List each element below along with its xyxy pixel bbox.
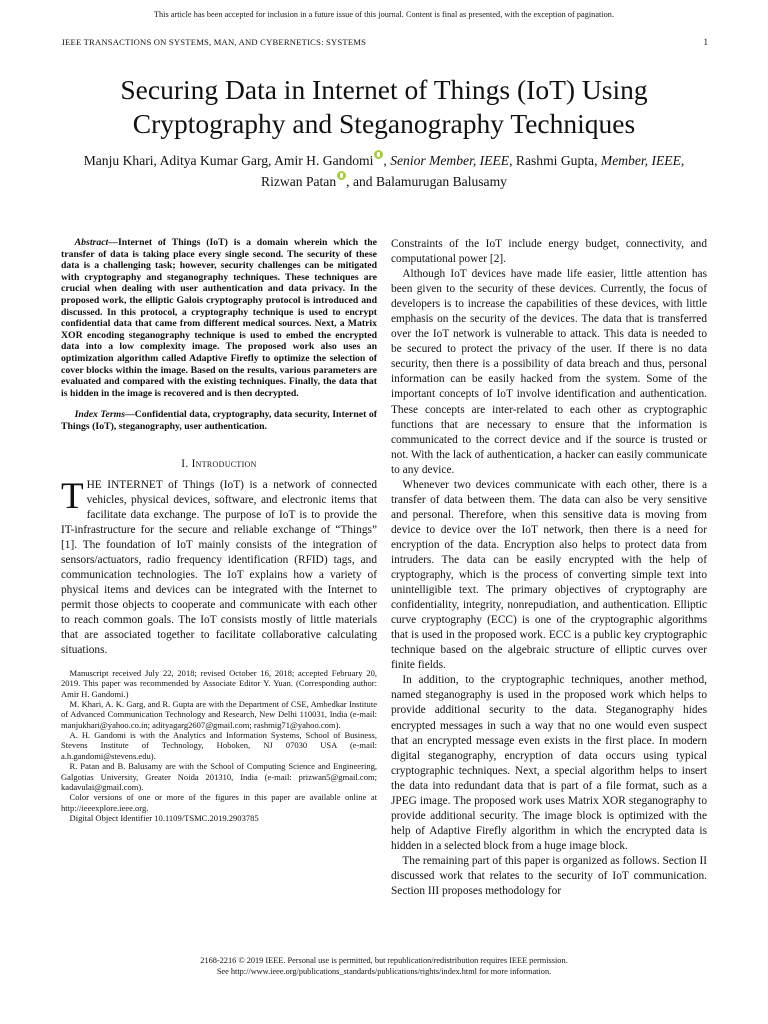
orcid-icon[interactable] <box>337 171 346 180</box>
index-terms-text: —Confidential data, cryptography, data security, Internet of Things (IoT), steganography, user authentication. <box>61 409 377 432</box>
rights-link[interactable]: See http://www.ieee.org/publications_standards/publications/rights/index.html for more information. <box>216 967 552 976</box>
right-column <box>391 237 707 899</box>
footnote-affiliation: R. Patan and B. Balusamy are with the School of Computing Science and Engineering, Galgotias University, Greater Noida 201310, India (e-mail: prizwan5@gmail.com; kadavulai@gmail.com). <box>61 761 377 792</box>
orcid-icon[interactable] <box>374 150 383 159</box>
body-paragraph: Whenever two devices communicate with each other, there is a transfer of data between them. The data can also be very sensitive and personal. Therefore, when this sensitive data is moving from device to device over the IoT network, then there is a need for encryption of the data. Encryption also helps to protect data from intruders. The data can be easily encrypted with the help of cryptography, which is the process of converting simple text into unintelligible text. The primary objectives of cryptography are confidentiality, integrity, nonrepudiation, and authentication. Elliptic curve cryptography (ECC) is one of the cryptographic algorithms that is used in the proposed work. ECC is a public key cryptographic technique based on the algebraic structure of elliptic curves over finite fields. <box>391 478 707 672</box>
footnote-manuscript: Manuscript received July 22, 2018; revised October 16, 2018; accepted February 20, 2019. This paper was recommended by Associate Editor Y. Yuan. (Corresponding author: Amir H. Gandomi.) <box>61 668 377 699</box>
paper-title <box>40 73 728 141</box>
intro-paragraph <box>61 475 377 659</box>
author-patan: Rizwan Patan <box>261 174 337 189</box>
left-column <box>61 237 377 823</box>
acceptance-notice: This article has been accepted for inclusion in a future issue of this journal. Content is final as presented, with the exception of pagination. <box>153 10 615 19</box>
page-number: 1 <box>703 37 708 47</box>
author-gupta: Rashmi Gupta, <box>515 153 598 168</box>
author-balusamy: , and Balamurugan Balusamy <box>346 174 507 189</box>
author-role-senior: Senior Member, IEEE <box>390 153 510 168</box>
section-number: I. <box>181 457 189 470</box>
abstract-label: Abstract <box>74 237 109 248</box>
footnote-color-versions: Color versions of one or more of the figures in this paper are available online at http://ieeexplore.ieee.org. <box>61 792 377 813</box>
intro-text: HE INTERNET of Things (IoT) is a network of connected vehicles, physical devices, software, and electronic items that facilitate data exchange. The purpose of IoT is to provide the IT-infrastructure for the secure and reliable exchange of “Things” [1]. The foundation of IoT mainly consists of the integration of sensors/actuators, radio frequency identification (RFID) tags, and communication technologies. The IoT explains how a variety of physical items and devices can be integrated with the Internet to permit those objects to cooperate and communicate with each other to reach common goals. The IoT consists mostly of little materials that are associated together to facilitate collaborative calculating situations. <box>61 478 377 657</box>
footnotes <box>61 668 377 823</box>
author-list: Manju Khari, Aditya Kumar Garg, Amir H. Gandomi , Senior Member, IEEE, Rashmi Gupta, Member, IEEE, Rizwan Patan , and Balamurugan Balusamy <box>40 150 728 192</box>
section-heading <box>61 458 377 470</box>
running-head: IEEE TRANSACTIONS ON SYSTEMS, MAN, AND CYBERNETICS: SYSTEMS <box>62 37 367 47</box>
title-line-1: Securing Data in Internet of Things (IoT) Using <box>120 74 648 105</box>
index-terms <box>61 409 377 432</box>
author-group-1: Manju Khari, Aditya Kumar Garg, Amir H. Gandomi <box>83 153 374 168</box>
author-role-member: Member, IEEE <box>600 153 681 168</box>
drop-cap: T <box>61 475 84 517</box>
footnote-doi: Digital Object Identifier 10.1109/TSMC.2019.2903785 <box>69 812 259 823</box>
footnote-affiliation: M. Khari, A. K. Garg, and R. Gupta are with the Department of CSE, Ambedkar Institute of Advanced Communication Technology and Research, New Delhi 110031, India (e-mail: manjukhari@yahoo.co.in; adityagarg2607@gmail.com; rashmig71@yahoo.com). <box>61 699 377 730</box>
body-paragraph: Constraints of the IoT include energy budget, connectivity, and computational power [2]. <box>391 238 707 266</box>
abstract <box>61 237 377 399</box>
copyright-line: 2168-2216 © 2019 IEEE. Personal use is permitted, but republication/redistribution requires IEEE permission. <box>200 956 568 965</box>
body-paragraph: Although IoT devices have made life easier, little attention has been given to the security of these devices. Currently, the focus of developers is to increase the capabilities of these devices, with little emphasis on the security of the devices. The data that is transferred over the IoT network is vulnerable to attack. This data is needed to be secured to protect the privacy of the user. If there is no data security, then there is a possibility of data breach and thus, personal information can be easily hacked from the system. Some of the important concepts of IoT involve identification and authentication. These concepts are inter-related to each other as cryptographic functions that are necessary to ensure that the information is communicated to the correct device and if the source is trusted or not. With the lack of authentication, a hacker can easily communicate to any device. <box>391 268 707 476</box>
body-paragraph: The remaining part of this paper is organized as follows. Section II discussed work that relates to the security of IoT communication. Section III proposes methodology for <box>391 854 707 898</box>
title-line-2: Cryptography and Steganography Techniques <box>132 108 636 139</box>
index-terms-label: Index Terms <box>74 409 125 421</box>
abstract-text: —Internet of Things (IoT) is a domain wherein which the transfer of data is taking place every single second. The security of these data is a challenging task; however, security challenges can be mitigated with cryptography and steganography techniques. These techniques are crucial when dealing with user authentication and data privacy. In the proposed work, the elliptic Galois cryptography protocol is introduced and discussed. In this protocol, a cryptography technique is used to encrypt confidential data that came from different medical sources. Next, a Matrix XOR encoding steganography technique is used to embed the encrypted data into a low complexity image. The proposed work also uses an optimization algorithm called Adaptive Firefly to optimize the selection of cover blocks within the image. Based on the results, various parameters are evaluated and compared with the existing techniques. Finally, the data that is hidden in the image is recovered and is then decrypted. <box>61 237 377 399</box>
footnote-affiliation: A. H. Gandomi is with the Analytics and Information Systems, School of Business, Stevens Institute of Technology, Hoboken, NJ 07030 USA (e-mail: a.h.gandomi@stevens.edu). <box>61 730 377 761</box>
section-title: Introduction <box>191 457 257 470</box>
body-paragraph: In addition, to the cryptographic techniques, another method, named steganography is used in the proposed work which helps to provide additional security to the data. Steganography hides encrypted messages in such a way that no one would even suspect that an encrypted message even exists in the first place. In modern digital steganography, encryption of data occurs using typical cryptographic techniques. Next, a special algorithm helps to insert the data into redundant data that is part of a file format, such as a JPEG image. The proposed work uses Matrix XOR steganography to provide additional security. The image block is optimized with the help of Adaptive Firefly algorithm in which the encrypted data is hidden in a selected block from a huge image block. <box>391 674 707 852</box>
